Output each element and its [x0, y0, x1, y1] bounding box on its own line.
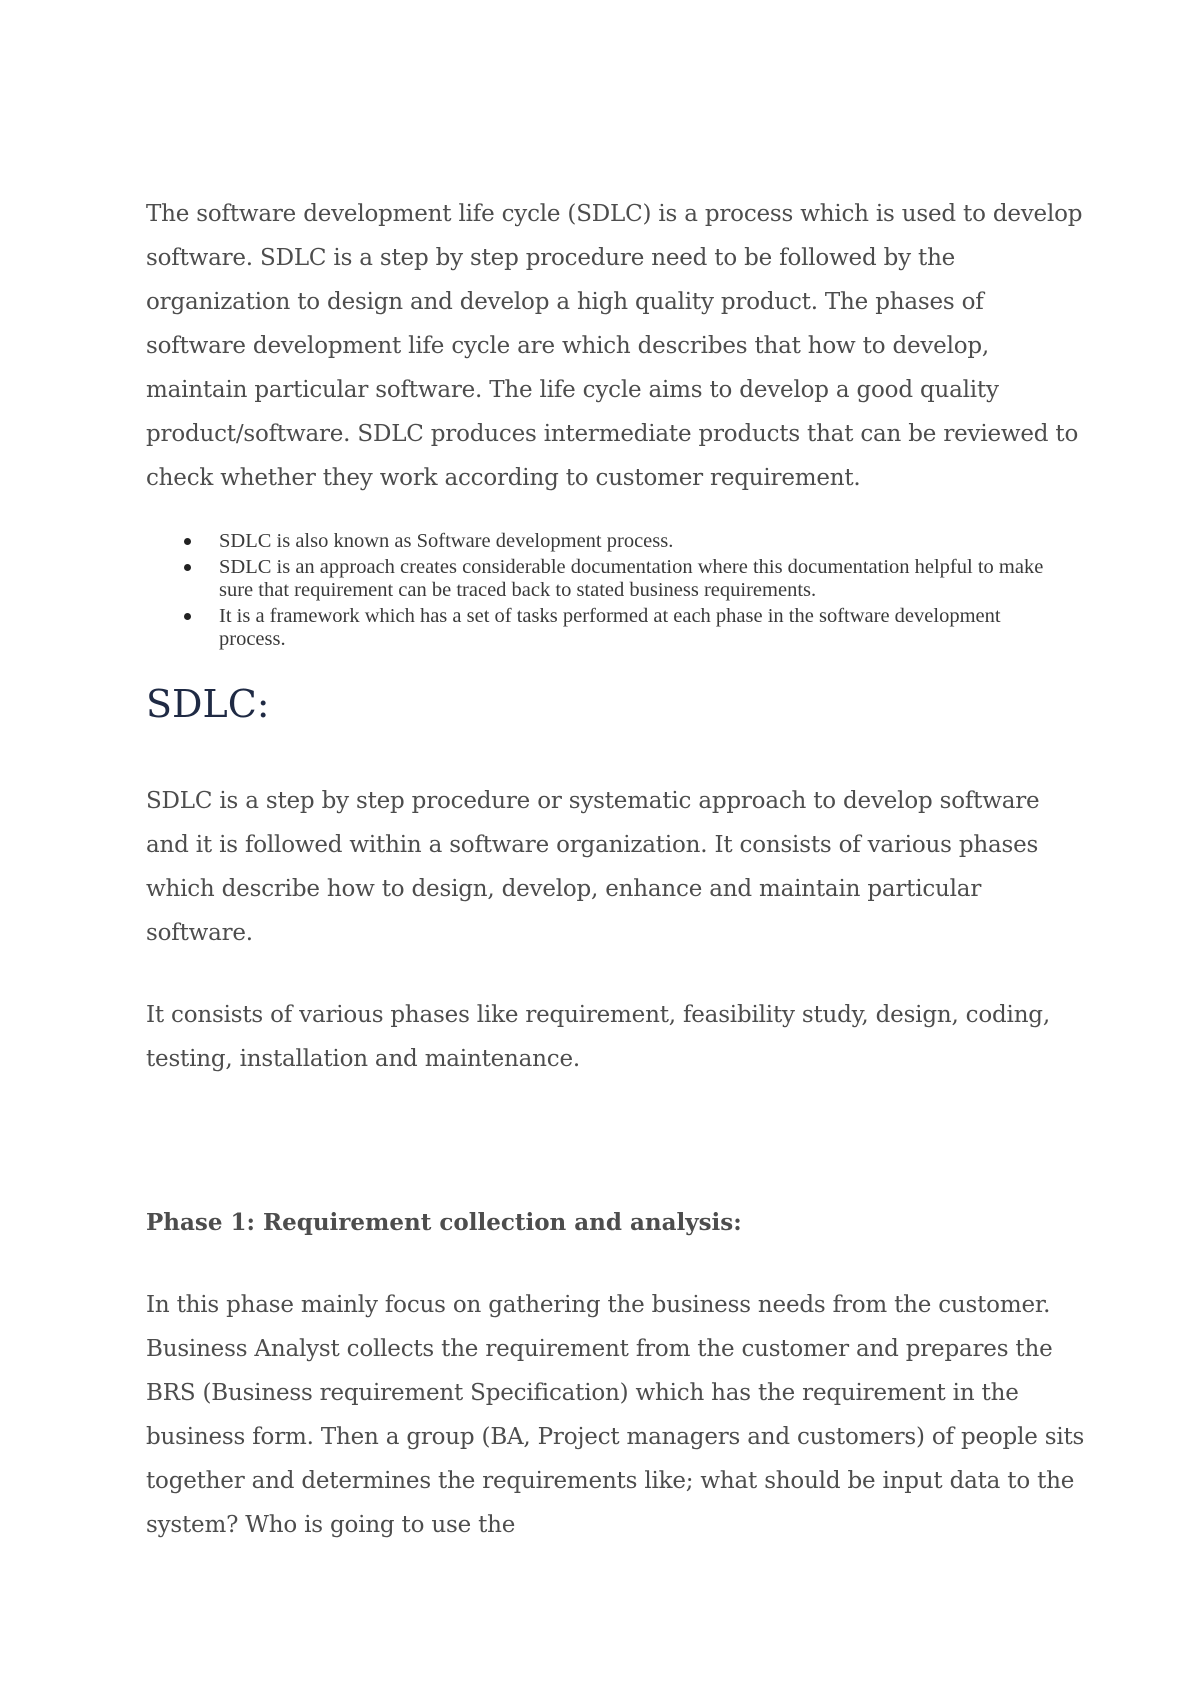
list-item: [146, 605, 1049, 652]
bullet-icon: [184, 564, 191, 571]
bullet-list: [146, 530, 1086, 652]
list-item: [146, 530, 1049, 554]
phases-paragraph: It consists of various phases like requirement, feasibility study, design, coding, testing, installation and maintenance.: [146, 1001, 1050, 1072]
sdlc-paragraph: SDLC is a step by step procedure or systematic approach to develop software and it is followed within a software organization. It consists of various phases which describe how to design, develop, enhance and maintain particular software.: [146, 787, 1040, 946]
phase1-paragraph: In this phase mainly focus on gathering the business needs from the customer. Business Analyst collects the requirement from the customer and prepares the BRS (Business requirement Specification) which has the requirement in the business form. Then a group (BA, Project managers and customers) of people sits together and determines the requirements like; what should be input data to the system? Who is going to use the: [146, 1291, 1085, 1538]
intro-paragraph: The software development life cycle (SDLC) is a process which is used to develop software. SDLC is a step by step procedure need to be followed by the organization to design and develop a high quality product. The phases of software development life cycle are which describes that how to develop, maintain particular software. The life cycle aims to develop a good quality product/software. SDLC produces intermediate products that can be reviewed to check whether they work according to customer requirement.: [146, 201, 1083, 491]
document-content: [146, 192, 1086, 1547]
bullet-icon: [184, 613, 191, 620]
phase1-heading: Phase 1: Requirement collection and analysis:: [146, 1208, 742, 1236]
bullet-icon: [184, 538, 191, 545]
list-item: [146, 556, 1049, 603]
bullet-text: SDLC is also known as Software development process.: [219, 530, 674, 552]
bullet-text: It is a framework which has a set of tasks performed at each phase in the software development process.: [219, 604, 1001, 650]
bullet-text: SDLC is an approach creates considerable documentation where this documentation helpful to make sure that requirement can be traced back to stated business requirements.: [219, 555, 1044, 601]
sdlc-heading: SDLC:: [146, 681, 270, 726]
